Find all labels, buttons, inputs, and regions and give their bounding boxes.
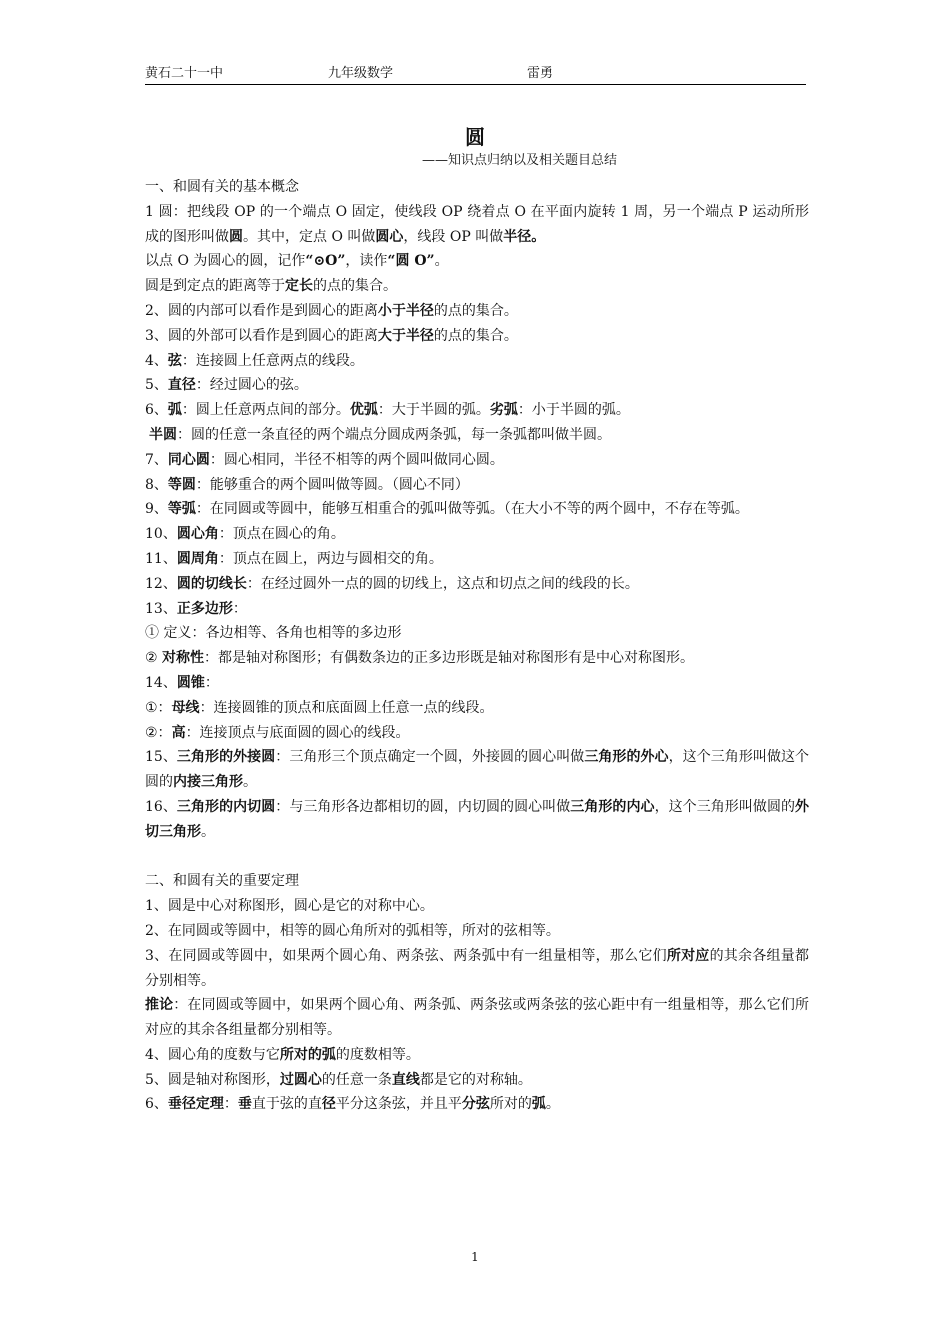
concept-polygon-symmetry: ② 对称性：都是轴对称图形；有偶数条边的正多边形既是轴对称图形有是中心对称图形。 <box>145 650 695 667</box>
concept-concentric: 7、同心圆：圆心相同，半径不相等的两个圆叫做同心圆。 <box>145 451 504 468</box>
concept-equal-arcs: 9、等弧：在同圆或等圆中，能够互相重合的弧叫做等弧。（在大小不等的两个圆中，不存在等弧。 <box>145 501 749 518</box>
concept-equal-circles: 8、等圆：能够重合的两个圆叫做等圆。（圆心不同） <box>145 476 469 493</box>
concept-tangent-length: 12、圆的切线长：在经过圆外一点的圆的切线上，这点和切点之间的线段的长。 <box>145 575 639 592</box>
concept-cone: 14、圆锥： <box>145 674 219 691</box>
section-1-heading: 一、和圆有关的基本概念 <box>145 179 299 195</box>
theorem-equal-central-angles: 2、在同圆或等圆中，相等的圆心角所对的弧相等，所对的弦相等。 <box>145 922 560 939</box>
concept-chord: 4、弦：连接圆上任意两点的线段。 <box>145 352 364 369</box>
theorem-axis-symmetry: 5、圆是轴对称图形，过圆心的任意一条直线都是它的对称轴。 <box>145 1071 532 1088</box>
document-body <box>145 175 809 1117</box>
section-gap <box>145 845 809 870</box>
concept-cone-generatrix: ①：母线：连接圆锥的顶点和底面圆上任意一点的线段。 <box>145 699 494 716</box>
concept-interior: 2、圆的内部可以看作是到圆心的距离小于半径的点的集合。 <box>145 302 518 319</box>
theorem-corollary: 推论：在同圆或等圆中，如果两个圆心角、两条弧、两条弦或两条弦的弦心距中有一组量相等，那么它们所对应的其余各组量都分别相等。 <box>145 997 810 1039</box>
concept-polygon-definition: ① 定义：各边相等、各角也相等的多边形 <box>145 625 402 642</box>
concept-circle-set: 圆是到定点的距离等于定长的点的集合。 <box>145 278 397 295</box>
header-subject: 九年级数学 <box>328 66 394 81</box>
concept-inscribed-angle: 11、圆周角：顶点在圆上，两边与圆相交的角。 <box>145 550 443 567</box>
header-author: 雷勇 <box>527 66 554 81</box>
concept-central-angle: 10、圆心角：顶点在圆心的角。 <box>145 526 345 543</box>
document-subtitle: ——知识点归纳以及相关题目总结 <box>422 153 618 168</box>
theorem-corresponding-quantities: 3、在同圆或等圆中，如果两个圆心角、两条弦、两条弧中有一组量相等，那么它们所对应的其余各组量都分别相等。 <box>145 947 810 989</box>
concept-regular-polygon: 13、正多边形： <box>145 600 247 617</box>
page-number: 1 <box>471 1250 479 1264</box>
theorem-perpendicular-diameter: 6、垂径定理：垂直于弦的直径平分这条弦，并且平分弦所对的弧。 <box>145 1096 560 1113</box>
header-school: 黄石二十一中 <box>145 66 224 81</box>
concept-circumcircle: 15、三角形的外接圆：三角形三个顶点确定一个圆，外接圆的圆心叫做三角形的外心，这个三角形叫做这个圆的内接三角形。 <box>145 749 810 791</box>
concept-circle-definition: 1 圆：把线段 OP 的一个端点 O 固定，使线段 OP 绕着点 O 在平面内旋转 1 周，另一个端点 P 运动所形成的图形叫做圆。其中，定点 O 叫做圆心，线段 OP 叫做半径。 <box>145 203 809 245</box>
section-2-heading: 二、和圆有关的重要定理 <box>145 873 299 890</box>
concept-semicircle: 半圆：圆的任意一条直径的两个端点分圆成两条弧，每一条弧都叫做半圆。 <box>149 426 611 443</box>
concept-incircle: 16、三角形的内切圆：与三角形各边都相切的圆，内切圆的圆心叫做三角形的内心，这个三角形叫做圆的外切三角形。 <box>145 798 810 840</box>
document-title: 圆 <box>465 125 485 149</box>
concept-diameter: 5、直径：经过圆心的弦。 <box>145 377 308 394</box>
concept-exterior: 3、圆的外部可以看作是到圆心的距离大于半径的点的集合。 <box>145 327 518 344</box>
page-header <box>145 66 806 85</box>
concept-cone-height: ②：高：连接顶点与底面圆的圆心的线段。 <box>145 724 410 741</box>
theorem-central-angle-degree: 4、圆心角的度数与它所对的弧的度数相等。 <box>145 1046 420 1063</box>
concept-arc: 6、弧：圆上任意两点间的部分。优弧：大于半圆的弧。劣弧：小于半圆的弧。 <box>145 402 630 419</box>
concept-circle-notation: 以点 O 为圆心的圆，记作“⊙O”，读作“圆 O”。 <box>145 253 449 270</box>
theorem-central-symmetry: 1、圆是中心对称图形，圆心是它的对称中心。 <box>145 898 434 915</box>
